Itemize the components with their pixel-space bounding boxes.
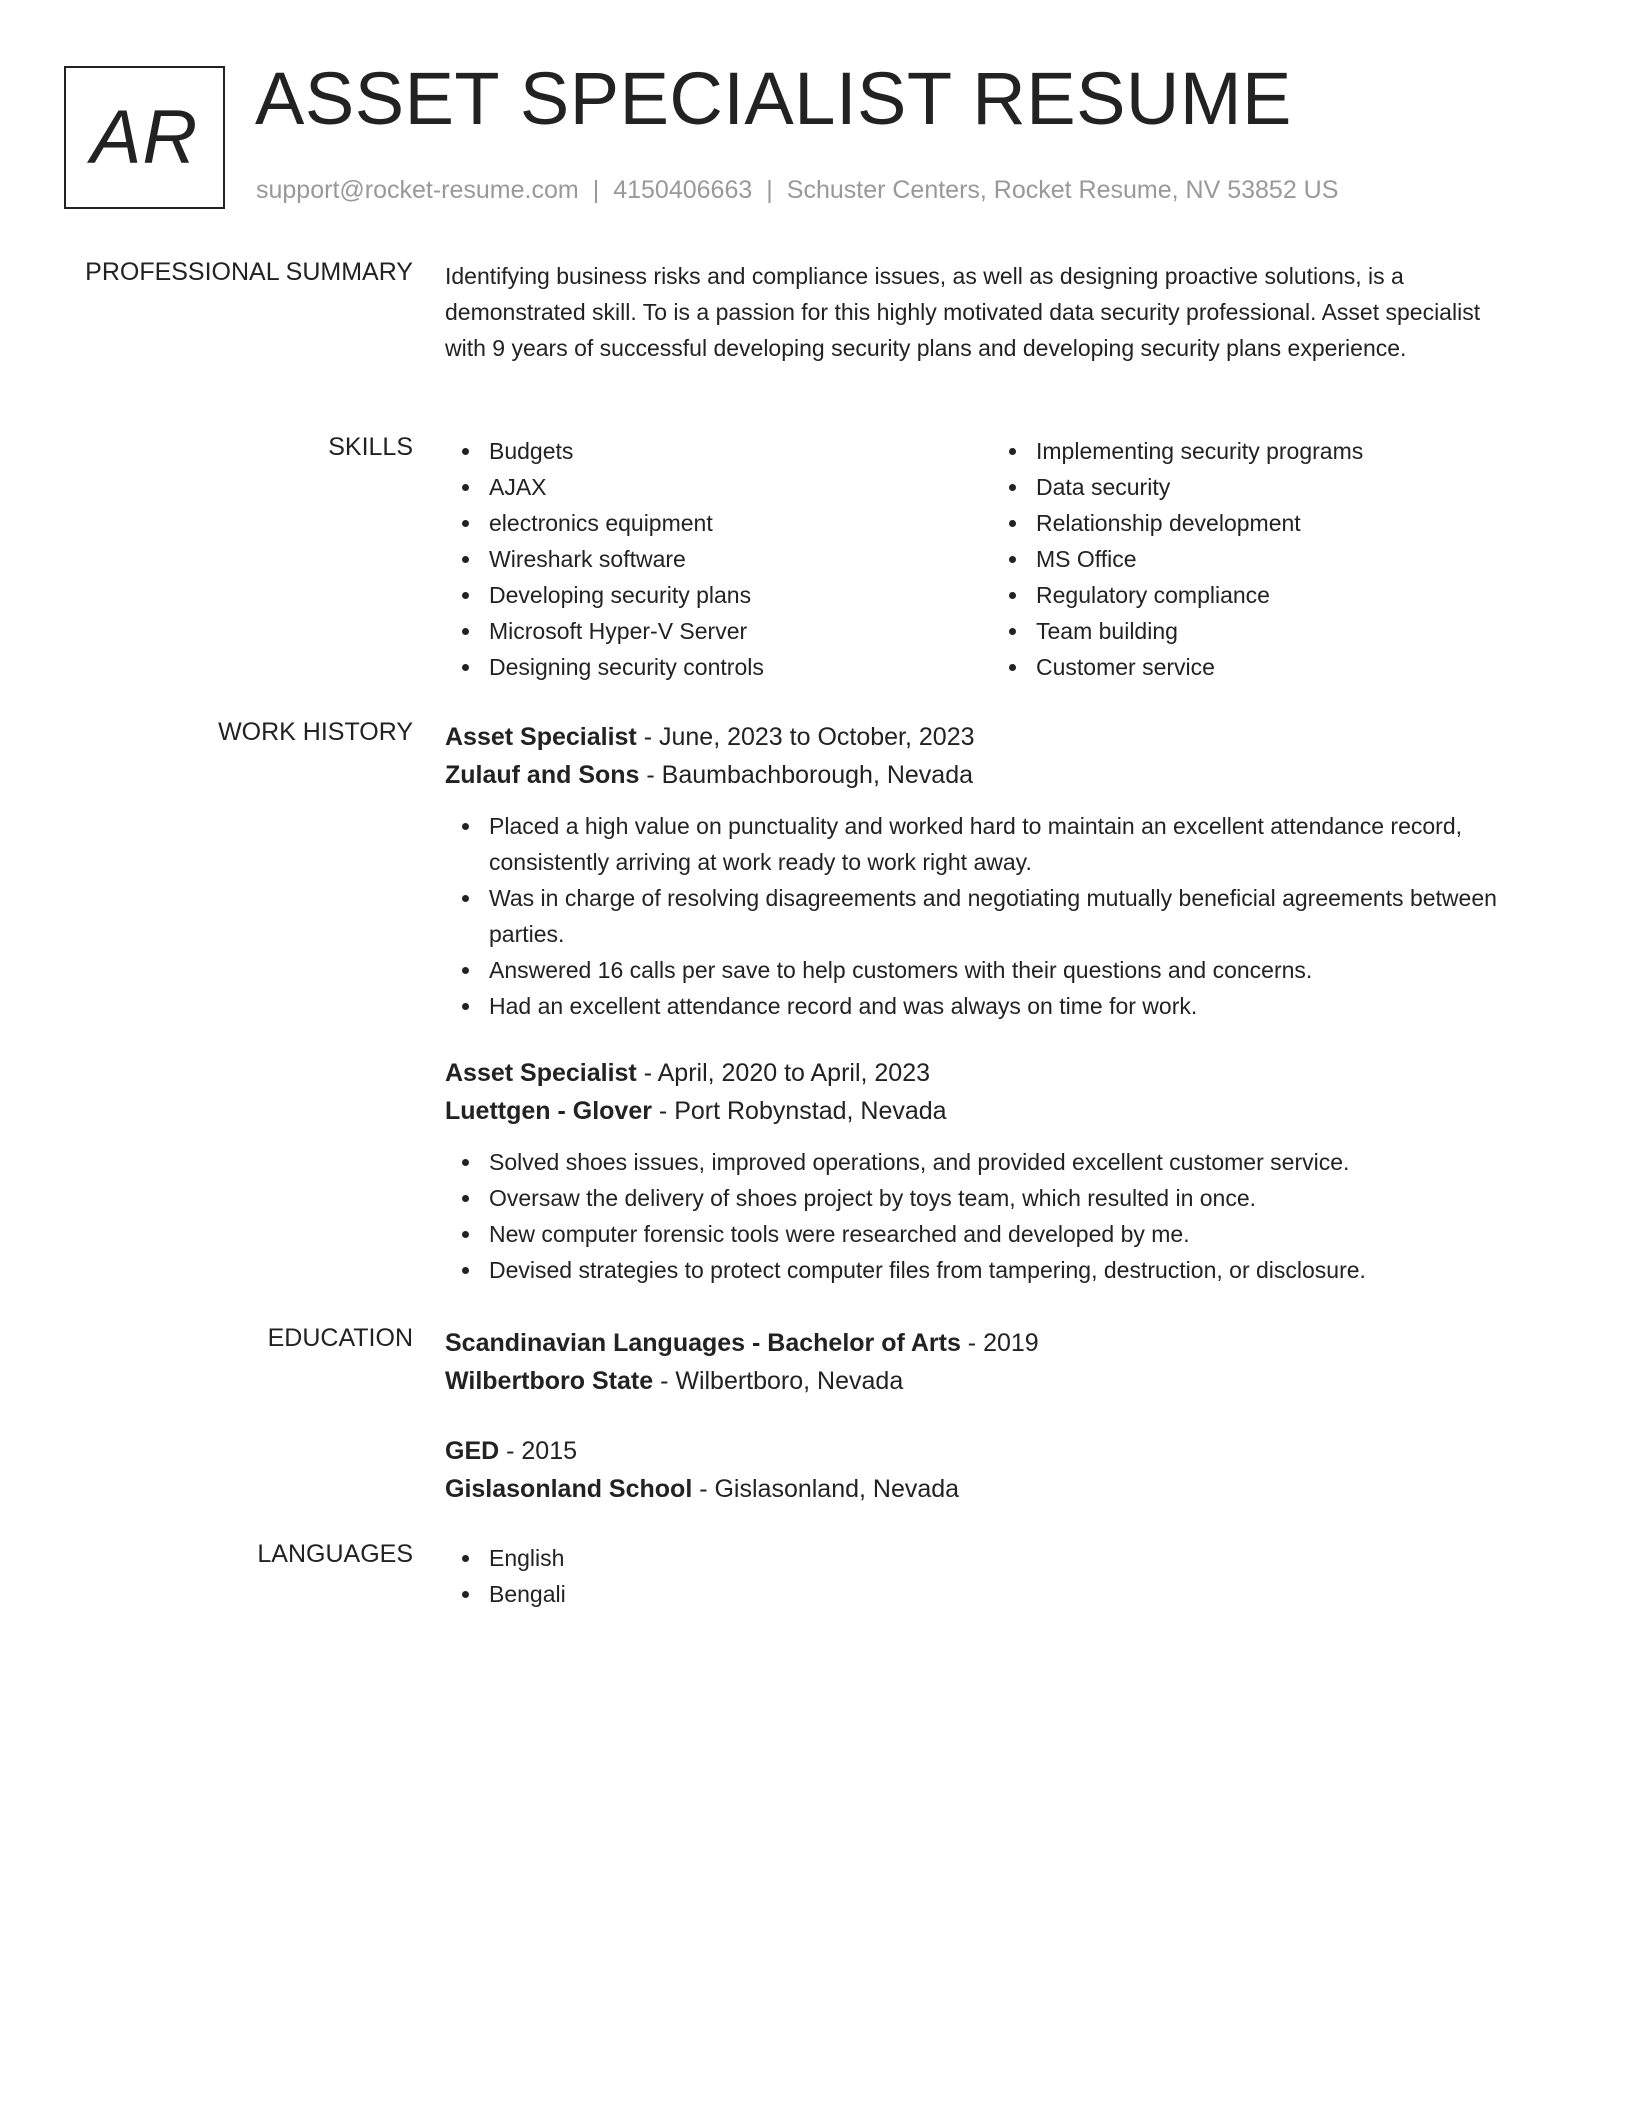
school-line (445, 1470, 1565, 1508)
monogram-box (64, 66, 225, 209)
degree: GED (445, 1437, 500, 1465)
job-duty: Devised strategies to protect computer files from tampering, destruction, or disclosure. (445, 1252, 1565, 1288)
dash: - (636, 723, 659, 751)
job-dates: June, 2023 to October, 2023 (658, 723, 975, 751)
job-entry (445, 718, 1565, 1024)
language-item: English (445, 1540, 1565, 1576)
skill-item: Data security (992, 469, 1539, 505)
skill-item: Microsoft Hyper-V Server (445, 613, 992, 649)
education-entry (445, 1432, 1565, 1508)
job-dates: April, 2020 to April, 2023 (657, 1059, 931, 1087)
monogram-initials: AR (90, 95, 199, 180)
skill-item: Developing security plans (445, 577, 992, 613)
dash: - (960, 1329, 984, 1357)
contact-phone: 4150406663 (613, 176, 753, 204)
skill-item: Relationship development (992, 505, 1539, 541)
skill-item: Wireshark software (445, 541, 992, 577)
job-duty: Was in charge of resolving disagreements and negotiating mutually beneficial agreements between parties. (445, 880, 1565, 952)
school-location: Wilbertboro, Nevada (675, 1367, 904, 1395)
languages-body (445, 1540, 1565, 1612)
dash: - (639, 761, 662, 789)
degree: Scandinavian Languages - Bachelor of Arts (445, 1329, 961, 1357)
contact-separator: | (592, 176, 600, 204)
skill-item: Implementing security programs (992, 433, 1539, 469)
job-title-line (445, 718, 1565, 756)
section-label-summary: PROFESSIONAL SUMMARY (85, 258, 413, 286)
job-duty: Had an excellent attendance record and was always on time for work. (445, 988, 1565, 1024)
education-body (445, 1324, 1565, 1508)
job-company: Zulauf and Sons (445, 761, 640, 789)
work-history-body (445, 718, 1565, 1288)
job-duty: Oversaw the delivery of shoes project by toys team, which resulted in once. (445, 1180, 1565, 1216)
dash: - (636, 1059, 658, 1087)
contact-address: Schuster Centers, Rocket Resume, NV 53852 US (786, 176, 1339, 204)
languages-list (445, 1540, 1565, 1612)
resume-title: ASSET SPECIALIST RESUME (255, 57, 1292, 140)
graduation-year: 2015 (521, 1437, 578, 1465)
school: Gislasonland School (445, 1475, 693, 1503)
dash: - (653, 1367, 676, 1395)
job-duty: Solved shoes issues, improved operations, and provided excellent customer service. (445, 1144, 1565, 1180)
job-duty: Placed a high value on punctuality and worked hard to maintain an excellent attendance record, consistently arriving at work ready to work right away. (445, 808, 1565, 880)
job-duty: Answered 16 calls per save to help customers with their questions and concerns. (445, 952, 1565, 988)
job-title-line (445, 1054, 1565, 1092)
job-duties-list (445, 808, 1565, 1024)
skill-item: MS Office (992, 541, 1539, 577)
section-label-work-history: WORK HISTORY (218, 718, 413, 746)
skill-item: Customer service (992, 649, 1539, 685)
job-duties-list (445, 1144, 1565, 1288)
school-location: Gislasonland, Nevada (714, 1475, 960, 1503)
dash: - (692, 1475, 715, 1503)
section-label-skills: SKILLS (328, 433, 413, 461)
skill-item: Budgets (445, 433, 992, 469)
skill-item: Team building (992, 613, 1539, 649)
job-title: Asset Specialist (445, 1059, 637, 1087)
job-entry (445, 1054, 1565, 1288)
degree-line (445, 1324, 1565, 1362)
graduation-year: 2019 (983, 1329, 1039, 1357)
language-item: Bengali (445, 1576, 1565, 1612)
skills-list-left (445, 433, 992, 685)
skill-item: Designing security controls (445, 649, 992, 685)
skills-list-right (992, 433, 1539, 685)
contact-separator: | (766, 176, 773, 204)
job-title: Asset Specialist (445, 723, 637, 751)
section-label-languages: LANGUAGES (257, 1540, 413, 1568)
skill-item: Regulatory compliance (992, 577, 1539, 613)
skills-body (445, 433, 1565, 685)
job-company-line (445, 1092, 1565, 1130)
section-label-education: EDUCATION (267, 1324, 413, 1352)
job-duty: New computer forensic tools were researched and developed by me. (445, 1216, 1565, 1252)
job-company: Luettgen - Glover (445, 1097, 652, 1125)
education-entry (445, 1324, 1565, 1400)
job-location: Baumbachborough, Nevada (661, 761, 973, 789)
dash: - (651, 1097, 675, 1125)
summary-text: Identifying business risks and compliance issues, as well as designing proactive solutions, is a demonstrated skill. To is a passion for this highly motivated data security professional. Asset specialist with 9 years of successful developing security plans and developing security plans experience. (445, 263, 1481, 361)
dash: - (499, 1437, 522, 1465)
skill-item: electronics equipment (445, 505, 992, 541)
job-company-line (445, 756, 1565, 794)
school-line (445, 1362, 1565, 1400)
skill-item: AJAX (445, 469, 992, 505)
school: Wilbertboro State (445, 1367, 654, 1395)
contact-line (256, 176, 1338, 205)
degree-line (445, 1432, 1565, 1470)
job-location: Port Robynstad, Nevada (674, 1097, 947, 1125)
contact-email: support@rocket-resume.com (256, 176, 579, 204)
